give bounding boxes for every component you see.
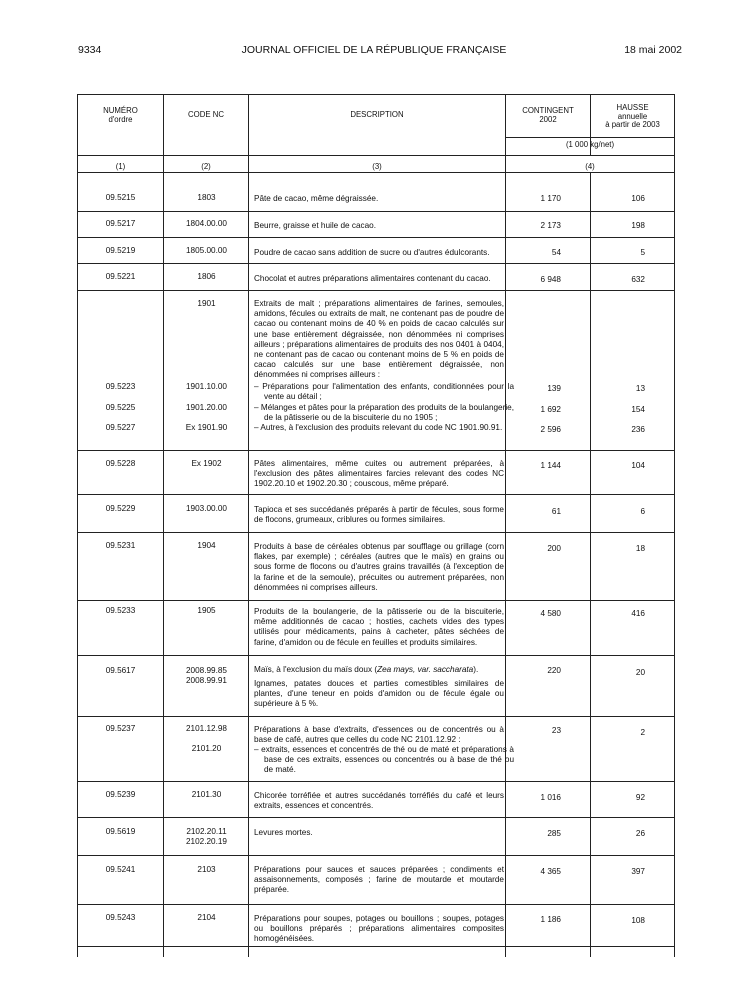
- col-index: (2): [201, 162, 211, 171]
- quota-table: NUMÉRO d'ordre CODE NC DESCRIPTION CONTINGENT 2002 HAUSSE annuelle à partir de 2003 (1 000 kg/net) (1) (2) (3) (4) 09.5215 1803 Pâte de cacao, même dégraissée. 1 170 106 09.5217 1804.00.00 Beurre, graisse et huile de cacao. 2 173 198 09.5219 1805.00.00 Poudre de cacao sans addition de sucre ou d'autres édulcorants. 54 5 09.5221 1806 Chocolat et autres préparations alimentaires contenant du cacao. 6 948 632 1901 Extraits de malt ; préparations alimentaires de farines, semoules, amidons, fécules ou extraits de malt, ne contenant pas de poudre de cacao ou contenant moins de 40 % en poids de cacao calculés sur une base entièrement dégraissée, non dénommées ni comprises ailleurs ; préparations alimentaires de produits des nos 0401 à 0404, ne contenant pas de cacao ou contenant moins de 5 % en poids de cacao calculés sur une base entièrement dégraissée, non dénommées ni comprises ailleurs : 09.5223 1901.10.00 – Préparations pour l'alimentation des enfants, conditionnées pour la vente au détail ; 139 13 09.5225 1901.20.00 – Mélanges et pâtes pour la préparation des produits de la boulangerie, de la pâtisserie ou de la biscuiterie du no 1905 ; 1 692 154 09.5227 Ex 1901.90 – Autres, à l'exclusion des produits relevant du code NC 1901.90.91. 2 596 236 09.5228 Ex 1902 Pâtes alimentaires, même cuites ou autrement préparées, à l'exclusion des pâtes alimentaires farcies relevant des codes NC 1902.20.10 et 1902.20.30 ; couscous, même préparé. 1 144 104 09.5229 1903.00.00 Tapioca et ses succédanés préparés à partir de fécules, sous forme de flocons, grumeaux, criblures ou formes similaires. 61 6 09.5231 1904 Produits à base de céréales obtenus par soufflage ou grillage (corn flakes, par exemple) ; céréales (autres que le maïs) en grains ou sous forme de flocons ou d'autres grains travaillés (à l'exception de la farine et de la semoule), précuites ou autrement préparées, non dénommées ni comprises ailleurs. 200 18 09.5233 1905 Produits de la boulangerie, de la pâtisserie ou de la biscuiterie, même additionnés de cacao ; hosties, cachets vides des types utilisés pour médicaments, pains à cacheter, pâtes séchées de farine, d'amidon ou de fécule en feuilles et produits similaires. 4 580 416 09.5617 2008.99.85 2008.99.91 Maïs, à l'exclusion du maïs doux (Zea mays, var. saccharata). Ignames, patates douces et parties comestibles similaires de plantes, d'une teneur en poids d'amidon ou de fécule égale ou supérieure à 5 %. 220 20 09.5237 2101.12.98 2101.20 Préparations à base d'extraits, d'essences ou de concentrés ou à base de café, autres que celles du code NC 2101.12.92 : – extraits, essences et concentrés de thé ou de maté et préparations à base de ces extraits, essences ou concentrés ou à base de thé ou de maté. 23 2 09.5239 2101.30 Chicorée torréfiée et autres succédanés torréfiés du café et leurs extraits, essences et concentrés. 1 016 92 09.5619 2102.20.11 2102.20.19 Levures mortes. 285 26 09.5241 2103 Préparations pour sauces et sauces préparées ; condiments et assaisonnements, composés ; farine de moutarde et moutarde préparée. 4 365 397 09.5243 2104 Préparations pour soupes, potages ou bouillons ; soupes, potages ou bouillons préparés ; préparations alimentaires composites homogénéisées. 1 186 108: [77, 94, 675, 957]
- row-divider: [78, 532, 674, 533]
- row-divider: [78, 946, 674, 947]
- row-divider: [78, 263, 674, 264]
- publication-date: 18 mai 2002: [624, 44, 682, 56]
- header-description: DESCRIPTION: [350, 110, 404, 119]
- header-numero: NUMÉRO d'ordre: [103, 106, 138, 124]
- col-index: (3): [372, 162, 382, 171]
- header-rule: [506, 137, 674, 138]
- header-code: CODE NC: [188, 110, 224, 119]
- col-index: (4): [585, 162, 595, 171]
- header-contingent: CONTINGENT 2002: [522, 106, 574, 124]
- row-divider: [78, 450, 674, 451]
- row-divider: [78, 655, 674, 656]
- col-index: (1): [115, 162, 126, 171]
- header-rule: [78, 172, 674, 173]
- header-rule: [78, 155, 674, 156]
- row-divider: [78, 494, 674, 495]
- header-unit: (1 000 kg/net): [565, 140, 615, 149]
- row-divider: [78, 237, 674, 238]
- row-divider: [78, 781, 674, 782]
- row-divider: [78, 716, 674, 717]
- row-divider: [78, 600, 674, 601]
- header-hausse: HAUSSE annuelle à partir de 2003: [605, 103, 660, 129]
- row-divider: [78, 211, 674, 212]
- row-divider: [78, 855, 674, 856]
- row-divider: [78, 904, 674, 905]
- journal-title: JOURNAL OFFICIEL DE LA RÉPUBLIQUE FRANÇAISE: [241, 44, 507, 56]
- row-divider: [78, 817, 674, 818]
- page-number: 9334: [78, 44, 102, 56]
- row-divider: [78, 290, 674, 291]
